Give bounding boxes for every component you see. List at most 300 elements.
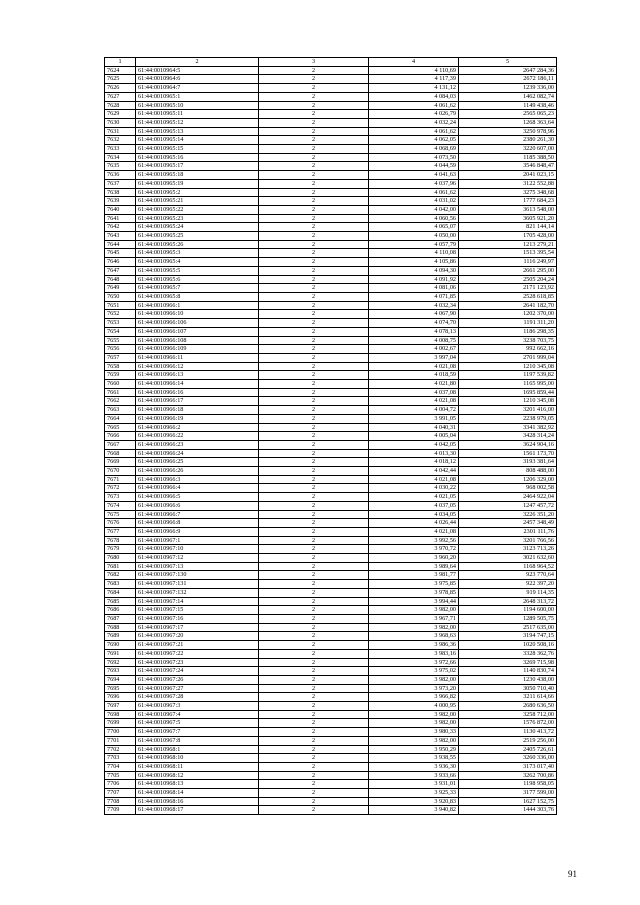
category-cell: 2 [259, 806, 369, 815]
value-cell: 2238 979,05 [459, 414, 557, 423]
category-cell: 2 [259, 710, 369, 719]
value-cell: 1168 964,52 [459, 562, 557, 571]
category-cell: 2 [259, 527, 369, 536]
table-row [105, 292, 557, 301]
cadastral-number-cell: 61:44:0010966:14 [136, 380, 259, 389]
category-cell: 2 [259, 423, 369, 432]
cadastral-number-cell: 61:44:0010967:1 [136, 536, 259, 545]
value-cell: 2505 204,24 [459, 275, 557, 284]
cadastral-number-cell: 61:44:0010966:23 [136, 440, 259, 449]
value-cell: 1695 859,44 [459, 388, 557, 397]
row-number-cell: 7686 [105, 606, 136, 615]
table-row [105, 188, 557, 197]
table-row [105, 336, 557, 345]
table-row [105, 118, 557, 127]
category-cell: 2 [259, 84, 369, 93]
value-cell: 3605 921,20 [459, 214, 557, 223]
table-row [105, 145, 557, 154]
area-cell: 4 040,31 [369, 423, 459, 432]
cadastral-number-cell: 61:44:0010965:10 [136, 101, 259, 110]
category-cell: 2 [259, 736, 369, 745]
cadastral-number-cell: 61:44:0010966:4 [136, 484, 259, 493]
cadastral-number-cell: 61:44:0010965:15 [136, 145, 259, 154]
row-number-cell: 7680 [105, 554, 136, 563]
value-cell: 992 662,16 [459, 345, 557, 354]
category-cell: 2 [259, 179, 369, 188]
value-cell: 1020 508,16 [459, 641, 557, 650]
cadastral-number-cell: 61:44:0010967:4 [136, 710, 259, 719]
value-cell: 3258 712,00 [459, 710, 557, 719]
table-row [105, 754, 557, 763]
cadastral-number-cell: 61:44:0010967:28 [136, 693, 259, 702]
table-row [105, 693, 557, 702]
row-number-cell: 7646 [105, 258, 136, 267]
row-number-cell: 7693 [105, 667, 136, 676]
row-number-cell: 7706 [105, 780, 136, 789]
table-row [105, 458, 557, 467]
table-row [105, 205, 557, 214]
value-cell: 1116 249,97 [459, 258, 557, 267]
table-header [105, 58, 557, 67]
table-row [105, 623, 557, 632]
category-cell: 2 [259, 371, 369, 380]
area-cell: 3 980,33 [369, 728, 459, 737]
row-number-cell: 7696 [105, 693, 136, 702]
area-cell: 4 021,08 [369, 527, 459, 536]
area-cell: 3 968,63 [369, 632, 459, 641]
row-number-cell: 7625 [105, 75, 136, 84]
area-cell: 3 994,44 [369, 597, 459, 606]
table-row [105, 658, 557, 667]
value-cell: 3226 351,20 [459, 510, 557, 519]
value-cell: 2041 023,15 [459, 171, 557, 180]
row-number-cell: 7650 [105, 292, 136, 301]
area-cell: 3 966,82 [369, 693, 459, 702]
row-number-cell: 7644 [105, 240, 136, 249]
row-number-cell: 7699 [105, 719, 136, 728]
category-cell: 2 [259, 432, 369, 441]
category-cell: 2 [259, 597, 369, 606]
category-cell: 2 [259, 258, 369, 267]
category-cell: 2 [259, 266, 369, 275]
row-number-cell: 7709 [105, 806, 136, 815]
area-cell: 3 931,01 [369, 780, 459, 789]
area-cell: 4 117,39 [369, 75, 459, 84]
table-row [105, 345, 557, 354]
row-number-cell: 7668 [105, 449, 136, 458]
category-cell: 2 [259, 719, 369, 728]
value-cell: 3269 715,98 [459, 658, 557, 667]
category-cell: 2 [259, 380, 369, 389]
row-number-cell: 7664 [105, 414, 136, 423]
area-cell: 4 018,12 [369, 458, 459, 467]
value-cell: 1165 995,00 [459, 380, 557, 389]
row-number-cell: 7635 [105, 162, 136, 171]
value-cell: 2380 261,30 [459, 136, 557, 145]
table-row [105, 536, 557, 545]
value-cell: 3613 548,00 [459, 205, 557, 214]
category-cell: 2 [259, 728, 369, 737]
row-number-cell: 7666 [105, 432, 136, 441]
category-cell: 2 [259, 414, 369, 423]
row-number-cell: 7707 [105, 789, 136, 798]
row-number-cell: 7700 [105, 728, 136, 737]
cadastral-number-cell: 61:44:0010966:109 [136, 345, 259, 354]
area-cell: 4 018,59 [369, 371, 459, 380]
cadastral-number-cell: 61:44:0010968:11 [136, 762, 259, 771]
category-cell: 2 [259, 240, 369, 249]
row-number-cell: 7669 [105, 458, 136, 467]
table-row [105, 127, 557, 136]
row-number-cell: 7665 [105, 423, 136, 432]
row-number-cell: 7674 [105, 501, 136, 510]
row-number-cell: 7663 [105, 406, 136, 415]
cadastral-number-cell: 61:44:0010966:16 [136, 388, 259, 397]
area-cell: 4 000,95 [369, 702, 459, 711]
cadastral-number-cell: 61:44:0010968:16 [136, 797, 259, 806]
table-row [105, 719, 557, 728]
table-body [105, 66, 557, 814]
header-col-4: 4 [369, 58, 459, 67]
category-cell: 2 [259, 641, 369, 650]
area-cell: 4 091,92 [369, 275, 459, 284]
category-cell: 2 [259, 232, 369, 241]
table-row [105, 510, 557, 519]
category-cell: 2 [259, 75, 369, 84]
area-cell: 3 936,30 [369, 762, 459, 771]
table-row [105, 92, 557, 101]
table-row [105, 310, 557, 319]
area-cell: 4 071,85 [369, 292, 459, 301]
value-cell: 3194 747,15 [459, 632, 557, 641]
row-number-cell: 7630 [105, 118, 136, 127]
cadastral-number-cell: 61:44:0010965:12 [136, 118, 259, 127]
value-cell: 2405 726,61 [459, 745, 557, 754]
row-number-cell: 7641 [105, 214, 136, 223]
row-number-cell: 7705 [105, 771, 136, 780]
value-cell: 1213 279,21 [459, 240, 557, 249]
cadastral-number-cell: 61:44:0010966:25 [136, 458, 259, 467]
row-number-cell: 7690 [105, 641, 136, 650]
table-row [105, 101, 557, 110]
row-number-cell: 7654 [105, 327, 136, 336]
category-cell: 2 [259, 606, 369, 615]
cadastral-table [104, 57, 557, 815]
value-cell: 2528 618,85 [459, 292, 557, 301]
cadastral-number-cell: 61:44:0010968:17 [136, 806, 259, 815]
area-cell: 4 008,75 [369, 336, 459, 345]
table-row [105, 388, 557, 397]
row-number-cell: 7685 [105, 597, 136, 606]
value-cell: 3260 336,00 [459, 754, 557, 763]
area-cell: 3 992,56 [369, 536, 459, 545]
area-cell: 4 042,00 [369, 205, 459, 214]
category-cell: 2 [259, 275, 369, 284]
table-row [105, 762, 557, 771]
value-cell: 2517 635,00 [459, 623, 557, 632]
area-cell: 4 041,63 [369, 171, 459, 180]
value-cell: 1202 370,00 [459, 310, 557, 319]
value-cell: 3123 713,26 [459, 545, 557, 554]
table-row [105, 110, 557, 119]
table-row [105, 710, 557, 719]
row-number-cell: 7670 [105, 467, 136, 476]
value-cell: 3122 552,88 [459, 179, 557, 188]
row-number-cell: 7640 [105, 205, 136, 214]
table-row [105, 667, 557, 676]
area-cell: 4 044,59 [369, 162, 459, 171]
table-row [105, 745, 557, 754]
table-row [105, 258, 557, 267]
row-number-cell: 7651 [105, 301, 136, 310]
value-cell: 1777 684,23 [459, 197, 557, 206]
cadastral-number-cell: 61:44:0010967:21 [136, 641, 259, 650]
cadastral-number-cell: 61:44:0010968:10 [136, 754, 259, 763]
category-cell: 2 [259, 188, 369, 197]
cadastral-number-cell: 61:44:0010967:5 [136, 719, 259, 728]
row-number-cell: 7672 [105, 484, 136, 493]
header-col-2: 2 [136, 58, 259, 67]
category-cell: 2 [259, 615, 369, 624]
table-row [105, 162, 557, 171]
area-cell: 4 037,96 [369, 179, 459, 188]
header-col-3: 3 [259, 58, 369, 67]
area-cell: 3 973,20 [369, 684, 459, 693]
cadastral-number-cell: 61:44:0010964:5 [136, 66, 259, 75]
area-cell: 4 026,44 [369, 519, 459, 528]
category-cell: 2 [259, 153, 369, 162]
category-cell: 2 [259, 162, 369, 171]
value-cell: 923 770,64 [459, 571, 557, 580]
category-cell: 2 [259, 458, 369, 467]
value-cell: 1185 388,50 [459, 153, 557, 162]
value-cell: 3624 904,16 [459, 440, 557, 449]
row-number-cell: 7658 [105, 362, 136, 371]
table-row [105, 414, 557, 423]
table-row [105, 301, 557, 310]
table-row [105, 214, 557, 223]
value-cell: 2641 182,70 [459, 301, 557, 310]
category-cell: 2 [259, 397, 369, 406]
table-row [105, 641, 557, 650]
category-cell: 2 [259, 571, 369, 580]
value-cell: 821 144,14 [459, 223, 557, 232]
category-cell: 2 [259, 754, 369, 763]
value-cell: 3050 710,40 [459, 684, 557, 693]
table-row [105, 501, 557, 510]
area-cell: 3 972,66 [369, 658, 459, 667]
value-cell: 1206 329,00 [459, 475, 557, 484]
category-cell: 2 [259, 301, 369, 310]
area-cell: 4 057,79 [369, 240, 459, 249]
value-cell: 2701 999,04 [459, 353, 557, 362]
area-cell: 3 981,77 [369, 571, 459, 580]
table-row [105, 75, 557, 84]
table-row [105, 249, 557, 258]
value-cell: 3428 314,24 [459, 432, 557, 441]
cadastral-number-cell: 61:44:0010966:7 [136, 510, 259, 519]
row-number-cell: 7636 [105, 171, 136, 180]
cadastral-number-cell: 61:44:0010966:26 [136, 467, 259, 476]
row-number-cell: 7660 [105, 380, 136, 389]
area-cell: 4 061,62 [369, 127, 459, 136]
cadastral-number-cell: 61:44:0010965:24 [136, 223, 259, 232]
category-cell: 2 [259, 171, 369, 180]
cadastral-number-cell: 61:44:0010965:4 [136, 258, 259, 267]
table-row [105, 84, 557, 93]
area-cell: 3 950,29 [369, 745, 459, 754]
area-cell: 3 925,33 [369, 789, 459, 798]
category-cell: 2 [259, 658, 369, 667]
area-cell: 4 105,86 [369, 258, 459, 267]
row-number-cell: 7624 [105, 66, 136, 75]
cadastral-number-cell: 61:44:0010965:23 [136, 214, 259, 223]
value-cell: 1210 345,08 [459, 362, 557, 371]
cadastral-number-cell: 61:44:0010965:7 [136, 284, 259, 293]
value-cell: 1140 830,74 [459, 667, 557, 676]
value-cell: 1513 395,54 [459, 249, 557, 258]
row-number-cell: 7708 [105, 797, 136, 806]
area-cell: 3 933,66 [369, 771, 459, 780]
cadastral-number-cell: 61:44:0010965:26 [136, 240, 259, 249]
category-cell: 2 [259, 510, 369, 519]
cadastral-number-cell: 61:44:0010965:3 [136, 249, 259, 258]
row-number-cell: 7698 [105, 710, 136, 719]
cadastral-number-cell: 61:44:0010966:8 [136, 519, 259, 528]
table-row [105, 632, 557, 641]
row-number-cell: 7661 [105, 388, 136, 397]
row-number-cell: 7681 [105, 562, 136, 571]
category-cell: 2 [259, 353, 369, 362]
area-cell: 3 982,00 [369, 675, 459, 684]
cadastral-number-cell: 61:44:0010966:2 [136, 423, 259, 432]
table-row [105, 527, 557, 536]
area-cell: 3 975,85 [369, 580, 459, 589]
row-number-cell: 7687 [105, 615, 136, 624]
table-row [105, 223, 557, 232]
table-row [105, 423, 557, 432]
cadastral-number-cell: 61:44:0010966:10 [136, 310, 259, 319]
cadastral-number-cell: 61:44:0010967:130 [136, 571, 259, 580]
category-cell: 2 [259, 675, 369, 684]
category-cell: 2 [259, 118, 369, 127]
row-number-cell: 7653 [105, 319, 136, 328]
header-col-1: 1 [105, 58, 136, 67]
value-cell: 3201 416,00 [459, 406, 557, 415]
value-cell: 1576 872,00 [459, 719, 557, 728]
area-cell: 4 110,08 [369, 249, 459, 258]
value-cell: 1198 958,05 [459, 780, 557, 789]
area-cell: 4 026,79 [369, 110, 459, 119]
row-number-cell: 7662 [105, 397, 136, 406]
category-cell: 2 [259, 284, 369, 293]
area-cell: 4 021,08 [369, 475, 459, 484]
category-cell: 2 [259, 501, 369, 510]
value-cell: 3238 703,75 [459, 336, 557, 345]
cadastral-number-cell: 61:44:0010966:1 [136, 301, 259, 310]
value-cell: 1705 428,00 [459, 232, 557, 241]
row-number-cell: 7639 [105, 197, 136, 206]
row-number-cell: 7659 [105, 371, 136, 380]
row-number-cell: 7652 [105, 310, 136, 319]
table-row [105, 380, 557, 389]
category-cell: 2 [259, 475, 369, 484]
area-cell: 3 975,02 [369, 667, 459, 676]
cadastral-number-cell: 61:44:0010967:26 [136, 675, 259, 684]
area-cell: 4 131,12 [369, 84, 459, 93]
table-row [105, 467, 557, 476]
area-cell: 4 061,62 [369, 188, 459, 197]
cadastral-number-cell: 61:44:0010967:3 [136, 702, 259, 711]
category-cell: 2 [259, 319, 369, 328]
value-cell: 3546 848,47 [459, 162, 557, 171]
area-cell: 4 021,08 [369, 362, 459, 371]
value-cell: 2301 111,76 [459, 527, 557, 536]
category-cell: 2 [259, 110, 369, 119]
value-cell: 1462 082,74 [459, 92, 557, 101]
table-row [105, 554, 557, 563]
area-cell: 3 982,00 [369, 710, 459, 719]
table-row [105, 353, 557, 362]
cadastral-number-cell: 61:44:0010965:25 [136, 232, 259, 241]
area-cell: 4 068,69 [369, 145, 459, 154]
cadastral-number-cell: 61:44:0010967:15 [136, 606, 259, 615]
category-cell: 2 [259, 249, 369, 258]
category-cell: 2 [259, 214, 369, 223]
row-number-cell: 7678 [105, 536, 136, 545]
category-cell: 2 [259, 449, 369, 458]
area-cell: 3 967,71 [369, 615, 459, 624]
cadastral-number-cell: 61:44:0010966:18 [136, 406, 259, 415]
category-cell: 2 [259, 693, 369, 702]
table-row [105, 475, 557, 484]
table-row [105, 580, 557, 589]
table-row [105, 675, 557, 684]
table-row [105, 449, 557, 458]
category-cell: 2 [259, 92, 369, 101]
row-number-cell: 7671 [105, 475, 136, 484]
row-number-cell: 7697 [105, 702, 136, 711]
value-cell: 1561 173,70 [459, 449, 557, 458]
header-row [105, 58, 557, 67]
area-cell: 3 982,00 [369, 606, 459, 615]
area-cell: 4 031,02 [369, 197, 459, 206]
table-row [105, 327, 557, 336]
area-cell: 4 078,13 [369, 327, 459, 336]
row-number-cell: 7704 [105, 762, 136, 771]
cadastral-number-cell: 61:44:0010965:16 [136, 153, 259, 162]
table-row [105, 806, 557, 815]
category-cell: 2 [259, 545, 369, 554]
row-number-cell: 7629 [105, 110, 136, 119]
value-cell: 919 114,35 [459, 588, 557, 597]
area-cell: 4 013,30 [369, 449, 459, 458]
cadastral-number-cell: 61:44:0010966:108 [136, 336, 259, 345]
area-cell: 4 067,90 [369, 310, 459, 319]
row-number-cell: 7634 [105, 153, 136, 162]
row-number-cell: 7675 [105, 510, 136, 519]
area-cell: 4 081,06 [369, 284, 459, 293]
category-cell: 2 [259, 136, 369, 145]
area-cell: 3 989,64 [369, 562, 459, 571]
cadastral-number-cell: 61:44:0010967:22 [136, 649, 259, 658]
category-cell: 2 [259, 406, 369, 415]
category-cell: 2 [259, 467, 369, 476]
category-cell: 2 [259, 223, 369, 232]
cadastral-number-cell: 61:44:0010967:12 [136, 554, 259, 563]
cadastral-number-cell: 61:44:0010965:8 [136, 292, 259, 301]
value-cell: 3173 017,40 [459, 762, 557, 771]
